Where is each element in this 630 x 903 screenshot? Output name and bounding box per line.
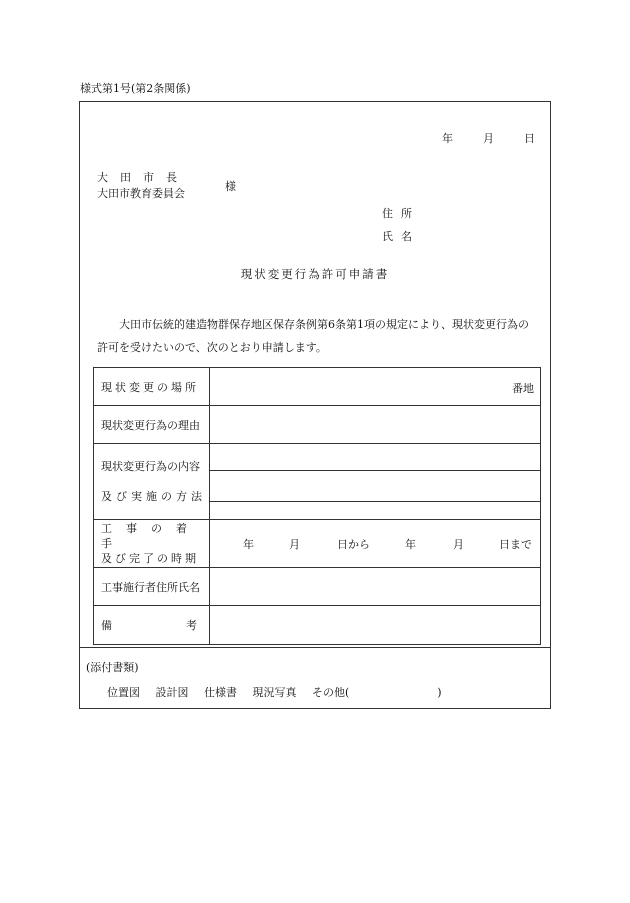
reason-label: 現状変更行為の理由 <box>94 406 210 443</box>
period-label-line1: 工事の着手 <box>101 522 201 550</box>
table-row-period <box>94 520 540 568</box>
attachment-item: 設計図 <box>155 686 189 699</box>
table-row-remarks <box>94 606 540 644</box>
name-label: 氏名 <box>382 230 420 243</box>
attachments-list <box>107 684 442 700</box>
content-field[interactable] <box>210 444 540 519</box>
attachments-divider <box>80 647 550 648</box>
content-divider-1 <box>210 470 540 471</box>
addressee-board: 大田市教育委員会 <box>97 187 185 200</box>
addressee <box>97 170 189 202</box>
application-table <box>93 367 541 645</box>
content-label-line1: 現状変更行為の内容 <box>101 459 200 473</box>
addressee-honorific: 様 <box>225 180 236 193</box>
address-label: 住所 <box>382 207 420 220</box>
remarks-label-right: 考 <box>186 619 197 632</box>
reason-field[interactable] <box>210 406 540 443</box>
period-day-end: 日まで <box>499 538 532 551</box>
applicant-block <box>382 202 420 248</box>
period-month-start: 月 <box>289 538 300 551</box>
date-month: 月 <box>483 132 494 145</box>
application-form <box>79 101 551 709</box>
location-field[interactable] <box>210 368 540 405</box>
date-day: 日 <box>524 132 535 145</box>
location-suffix: 番地 <box>512 382 534 395</box>
form-number: 様式第1号(第2条関係) <box>80 82 191 95</box>
contractor-field[interactable] <box>210 568 540 605</box>
table-row-content <box>94 444 540 520</box>
period-field[interactable] <box>210 520 540 567</box>
attachments-heading: (添付書類) <box>86 661 139 674</box>
period-label-line2: 及び完了の時期 <box>101 552 199 565</box>
period-label <box>94 520 210 567</box>
table-row-reason <box>94 406 540 444</box>
contractor-label: 工事施行者住所氏名 <box>94 568 210 605</box>
table-row-contractor <box>94 568 540 606</box>
period-year-end: 年 <box>405 538 416 551</box>
table-row-location <box>94 368 540 406</box>
date-year: 年 <box>442 132 453 145</box>
attachment-item: 位置図 <box>107 686 140 699</box>
content-divider-2 <box>210 501 540 502</box>
period-day-start: 日から <box>337 538 370 551</box>
addressee-mayor: 大田市長 <box>97 171 189 184</box>
attachment-item: 現況写真 <box>252 686 297 699</box>
document-title: 現状変更行為許可申請書 <box>240 267 390 281</box>
location-label: 現状変更の場所 <box>94 368 210 405</box>
body-text: 大田市伝統的建造物群保存地区保存条例第6条第1項の規定により、現状変更行為の許可を受けたいので、次のとおり申請します。 <box>97 318 529 354</box>
remarks-label <box>94 606 210 644</box>
content-label-line2: 及び実施の方法 <box>101 489 206 503</box>
date-line <box>442 130 535 146</box>
period-month-end: 月 <box>453 538 464 551</box>
attachment-item: 仕様書 <box>204 686 237 699</box>
content-label <box>94 444 210 519</box>
attachment-other: その他( ) <box>312 686 442 699</box>
remarks-label-left: 備 <box>101 619 112 632</box>
period-year-start: 年 <box>243 538 254 551</box>
remarks-field[interactable] <box>210 606 540 644</box>
